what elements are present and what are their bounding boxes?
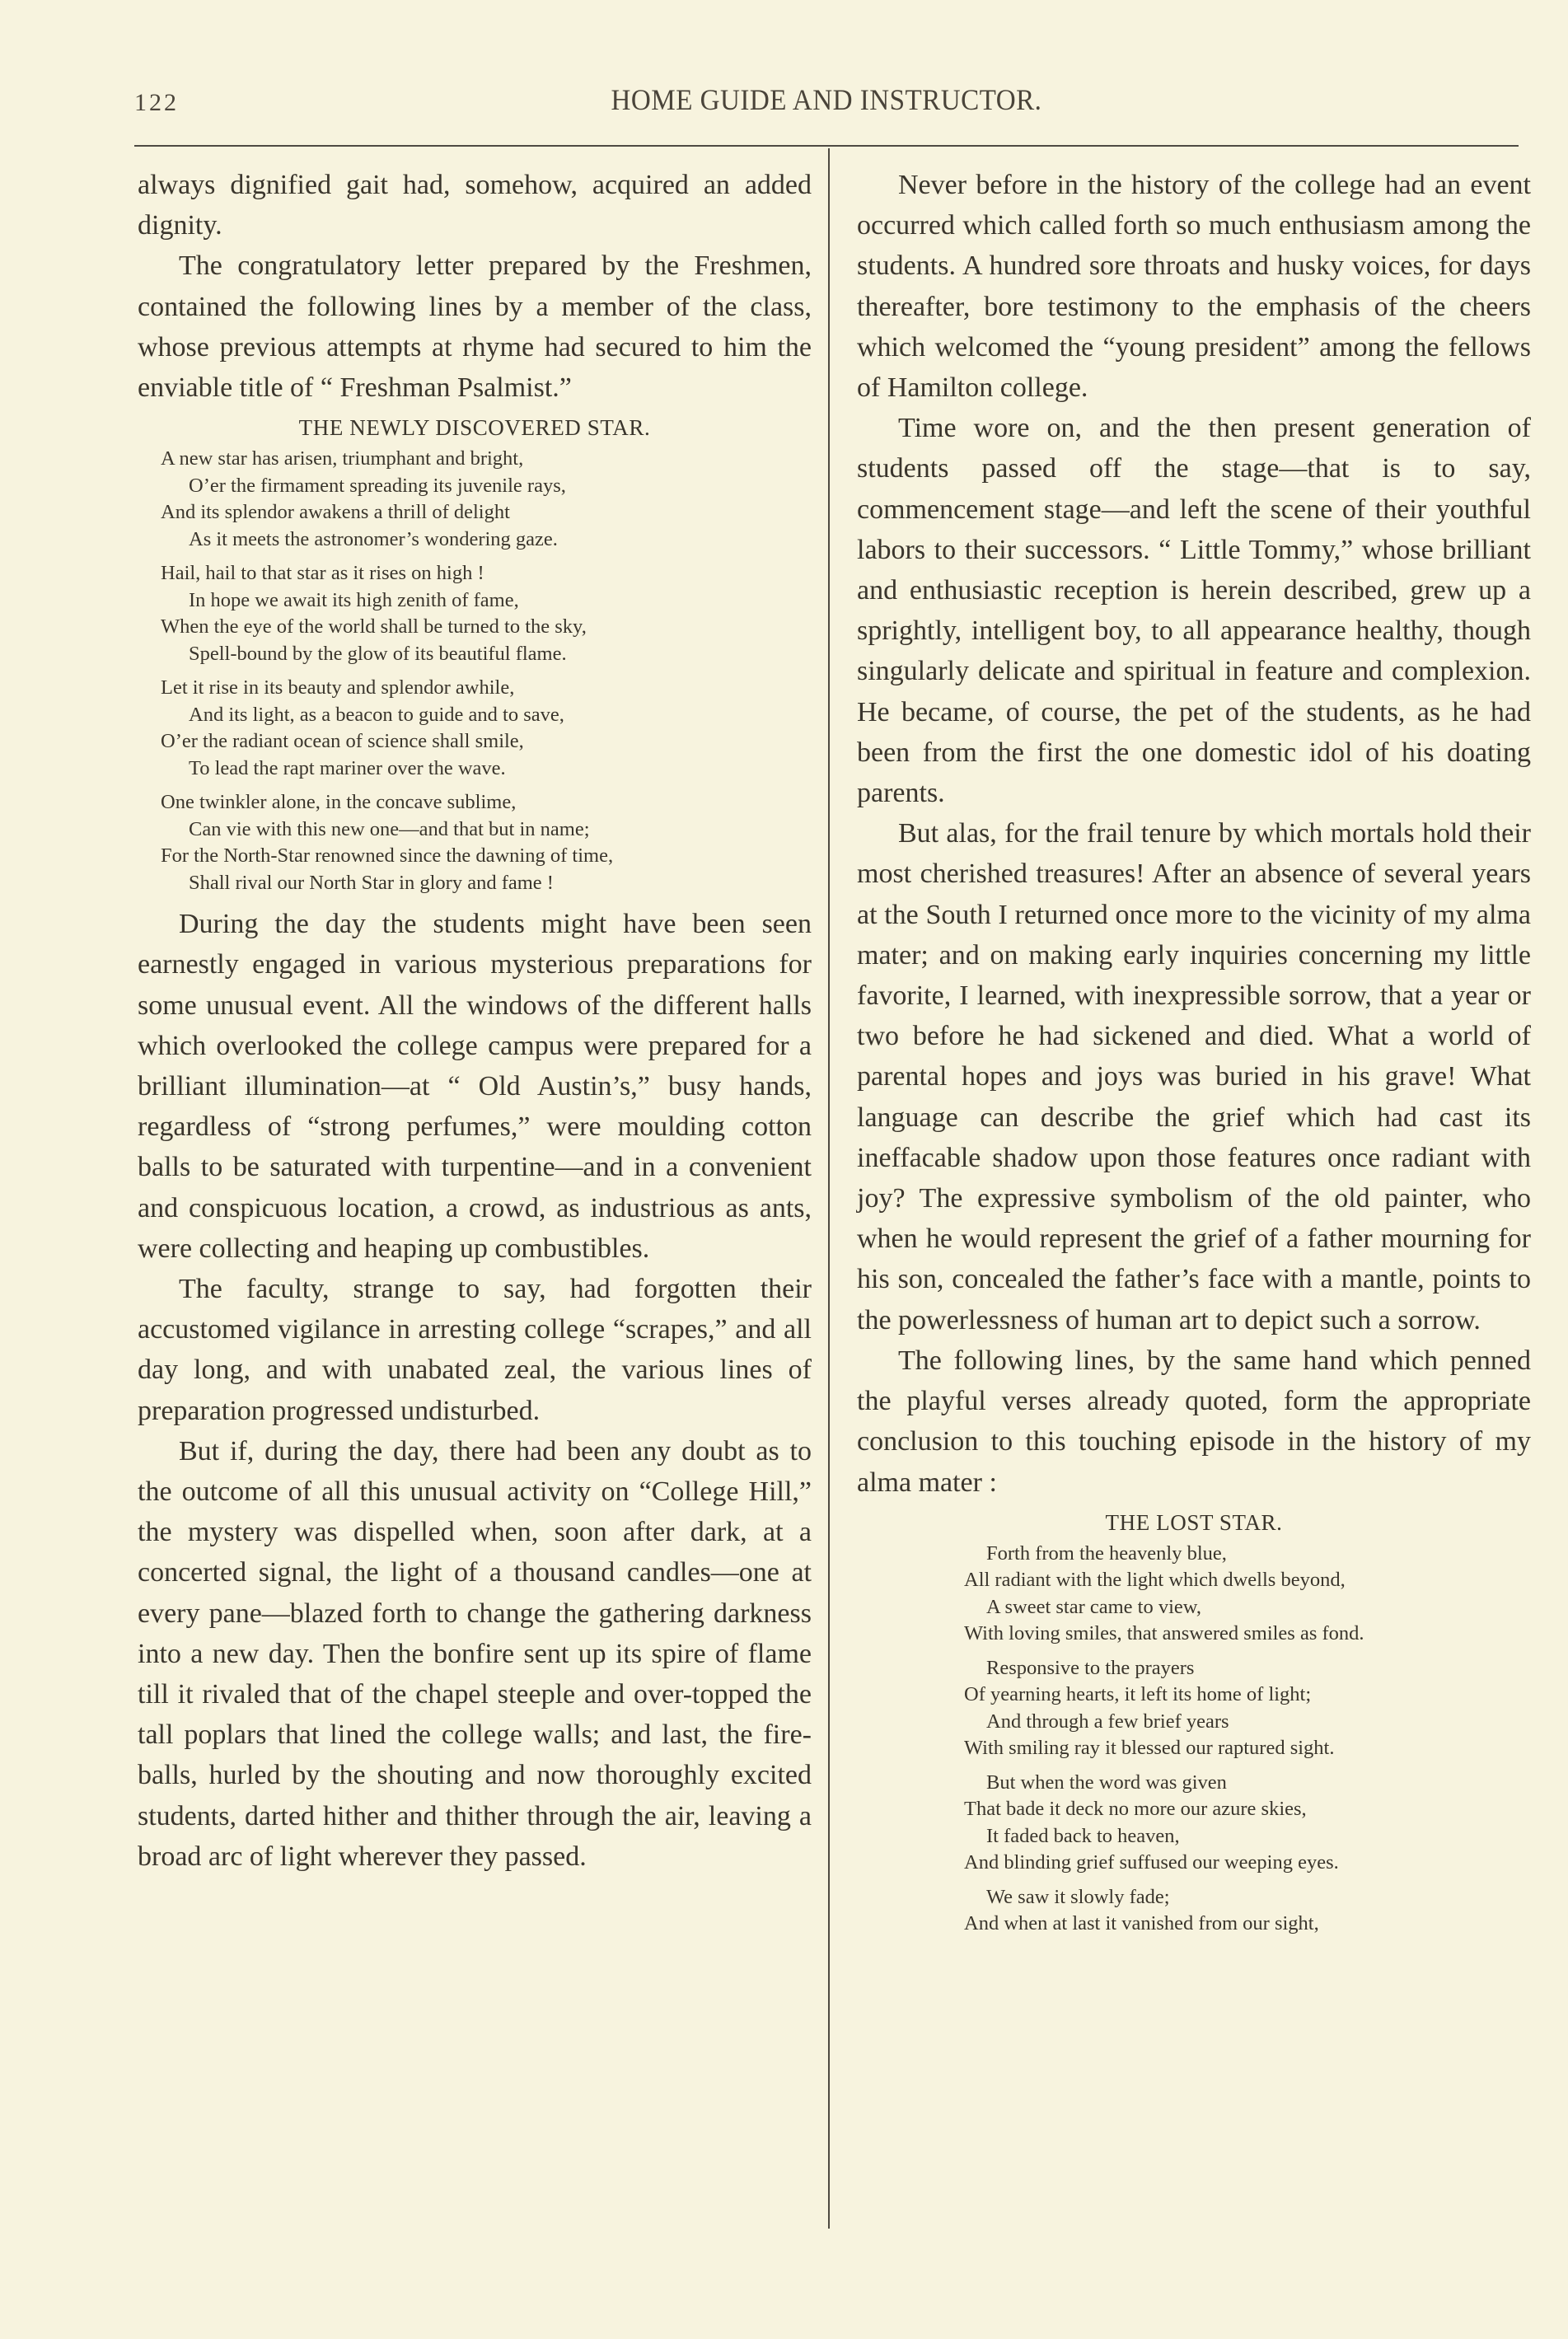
poem-lost-star [857,1506,1531,1938]
poem-stanza [857,1884,1531,1938]
poem-line: When the eye of the world shall be turned to the sky, [161,615,587,639]
paragraph: always dignified gait had, somehow, acquired an added dignity. [138,170,812,241]
poem-line: It faded back to heaven, [986,1824,1180,1847]
poem-line: One twinkler alone, in the concave sublime, [161,791,517,814]
poem-line: Responsive to the prayers [986,1656,1195,1679]
column-divider [828,148,830,2229]
poem-stanza [138,446,812,553]
poem-line: And its splendor awakens a thrill of delight [161,501,510,524]
page-header [134,82,1519,132]
poem-stanza [857,1770,1531,1877]
right-column [857,165,1531,1945]
poem-line: Forth from the heavenly blue, [986,1541,1227,1565]
poem-line: In hope we await its high zenith of fame, [189,588,519,611]
poem-line: With smiling ray it blessed our raptured sight. [964,1737,1335,1760]
poem-stanza [138,560,812,667]
poem-line: To lead the rapt mariner over the wave. [189,756,506,779]
poem-line: And blinding grief suffused our weeping eyes. [964,1851,1339,1874]
poem-line: With loving smiles, that answered smiles as fond. [964,1622,1364,1645]
poem-stanza [857,1655,1531,1762]
paragraph: Time wore on, and the then present generation of students passed off the stage—that is to say, commencement stage—and left the scene of their youthful labors to their successors. “ Little Tommy,” whose brilliant and enthusiastic reception is herein described, grew up a sprightly, intelligent boy, to all appearance healthy, though singularly delicate and spiritual in feature and complexion. He became, of course, the pet of the students, as he had been from the first the one domestic idol of his doating parents. [857,413,1531,809]
poem-line: For the North-Star renowned since the dawning of time, [161,844,614,868]
paragraph: The congratulatory letter prepared by the Freshmen, contained the following lines by a member of the class, whose previous attempts at rhyme had secured to him the enviable title of “ Freshman Psalmist.” [138,250,812,404]
poem-line: O’er the firmament spreading its juvenile rays, [189,474,566,497]
poem-line: All radiant with the light which dwells beyond, [964,1569,1346,1592]
left-column [138,165,812,1877]
poem-stanza [138,789,812,896]
poem-line: Spell-bound by the glow of its beautiful flame. [189,642,567,665]
header-rule [134,145,1519,147]
poem-line: As it meets the astronomer’s wondering gaze. [189,527,558,550]
poem-line: A sweet star came to view, [986,1595,1202,1618]
poem-line: O’er the radiant ocean of science shall smile, [161,730,524,753]
poem-line: Can vie with this new one—and that but in name; [189,817,590,840]
poem-line: And through a few brief years [986,1710,1229,1733]
poem-stanza [138,675,812,782]
paragraph: During the day the students might have been seen earnestly engaged in various mysterious preparations for some unusual event. All the windows of the different halls which overlooked the college campus were prepared for a brilliant illumination—at “ Old Austin’s,” busy hands, regardless of “strong perfumes,” were moulding cotton balls to be saturated with turpentine—and in a convenient and conspicuous location, a crowd, as industrious as ants, were collecting and heaping up combustibles. [138,909,812,1264]
poem-line: We saw it slowly fade; [986,1885,1170,1908]
running-title: HOME GUIDE AND INSTRUCTOR. [611,83,1042,116]
poem-line: And when at last it vanished from our sight, [964,1912,1319,1935]
poem-title: THE LOST STAR. [1105,1509,1283,1535]
poem-line: Of yearning hearts, it left its home of light; [964,1683,1312,1706]
paragraph: But alas, for the frail tenure by which mortals hold their most cherished treasures! After an absence of several years at the South I returned once more to the vicinity of my alma mater; and on making early inquiries concerning my little favorite, I learned, with inexpressible sorrow, that a year or two before he had sickened and died. What a world of parental hopes and joys was buried in his grave! What language can describe the grief which had cast its ineffacable shadow upon those features once radiant with joy? The expressive symbolism of the old painter, who when he would represent the grief of a father mourning for his son, concealed the father’s face with a mantle, points to the powerlessness of human art to depict such a sorrow. [857,818,1531,1336]
poem-line: And its light, as a beacon to guide and to save, [189,703,564,726]
poem-newly-discovered-star [138,411,812,896]
poem-title: THE NEWLY DISCOVERED STAR. [298,415,651,441]
paragraph: But if, during the day, there had been any doubt as to the outcome of all this unusual activity on “College Hill,” the mystery was dispelled when, soon after dark, at a concerted signal, the light of a thousand candles—one at every pane—blazed forth to change the gathering darkness into a new day. Then the bonfire sent up its spire of flame till it rivaled that of the chapel steeple and over-topped the tall poplars that lined the college walls; and last, the fire-balls, hurled by the shouting and now thoroughly excited students, darted hither and thither through the air, leaving a broad arc of light wherever they passed. [138,1435,812,1872]
paragraph: The faculty, strange to say, had forgotten their accustomed vigilance in arresting college “scrapes,” and all day long, and with unabated zeal, the various lines of preparation progressed undisturbed. [138,1274,812,1426]
paragraph: The following lines, by the same hand which penned the playful verses already quoted, form the appropriate conclusion to this touching episode in the history of my alma mater : [857,1345,1531,1498]
paragraph: Never before in the history of the college had an event occurred which called forth so much enthusiasm among the students. A hundred sore throats and husky voices, for days thereafter, bore testimony to the emphasis of the cheers which welcomed the “young president” among the fellows of Hamilton college. [857,170,1531,404]
poem-line: A new star has arisen, triumphant and bright, [161,447,524,470]
poem-line: Hail, hail to that star as it rises on high ! [161,562,484,585]
poem-stanza [857,1541,1531,1648]
poem-line: Let it rise in its beauty and splendor awhile, [161,676,515,699]
poem-line: Shall rival our North Star in glory and fame ! [189,871,554,894]
poem-line: But when the word was given [986,1771,1227,1794]
page-number: 122 [134,89,179,116]
poem-line: That bade it deck no more our azure skies, [964,1798,1307,1821]
